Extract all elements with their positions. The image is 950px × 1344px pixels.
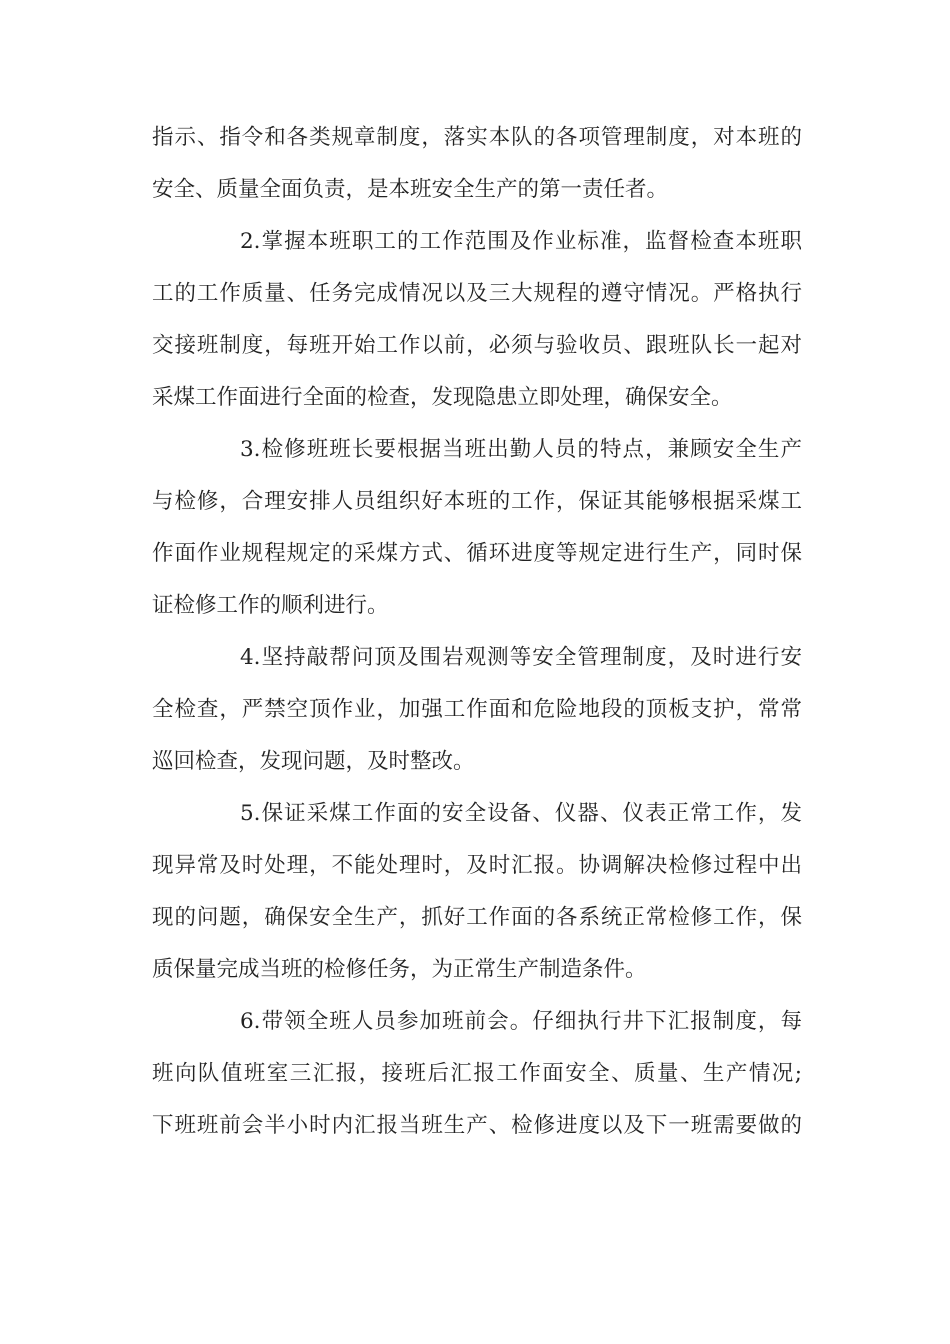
- paragraph-4-first-line: 4.坚持敲帮问顶及围岩观测等安全管理制度，及时进行安: [240, 645, 802, 670]
- body-text: [152, 112, 802, 1152]
- text-line: 指示、指令和各类规章制度，落实本队的各项管理制度，对本班的: [152, 125, 802, 150]
- text-line: 证检修工作的顺利进行。: [152, 593, 389, 618]
- text-line: 工的工作质量、任务完成情况以及三大规程的遵守情况。严格执行: [152, 281, 802, 306]
- text-line: 交接班制度，每班开始工作以前，必须与验收员、跟班队长一起对: [152, 333, 802, 358]
- text-line: 作面作业规程规定的采煤方式、循环进度等规定进行生产，同时保: [152, 541, 802, 566]
- text-line: 现异常及时处理，不能处理时，及时汇报。协调解决检修过程中出: [152, 853, 802, 878]
- text-line: 现的问题，确保安全生产，抓好工作面的各系统正常检修工作，保: [152, 905, 802, 930]
- text-line: 巡回检查，发现问题，及时整改。: [152, 749, 475, 774]
- paragraph-2-first-line: 2.掌握本班职工的工作范围及作业标准，监督检查本班职: [240, 229, 802, 254]
- paragraph-6-first-line: 6.带领全班人员参加班前会。仔细执行井下汇报制度，每: [240, 1009, 802, 1034]
- text-line: 采煤工作面进行全面的检查，发现隐患立即处理，确保安全。: [152, 385, 733, 410]
- text-line: 全检查，严禁空顶作业，加强工作面和危险地段的顶板支护，常常: [152, 697, 802, 722]
- text-line: 安全、质量全面负责，是本班安全生产的第一责任者。: [152, 177, 669, 202]
- text-line: 质保量完成当班的检修任务，为正常生产制造条件。: [152, 957, 647, 982]
- text-line: 班向队值班室三汇报，接班后汇报工作面安全、质量、生产情况;: [152, 1061, 802, 1086]
- text-line: 与检修，合理安排人员组织好本班的工作，保证其能够根据采煤工: [152, 489, 802, 514]
- text-line: 下班班前会半小时内汇报当班生产、检修进度以及下一班需要做的: [152, 1113, 802, 1138]
- paragraph-5-first-line: 5.保证采煤工作面的安全设备、仪器、仪表正常工作，发: [240, 801, 802, 826]
- paragraph-3-first-line: 3.检修班班长要根据当班出勤人员的特点，兼顾安全生产: [240, 437, 802, 462]
